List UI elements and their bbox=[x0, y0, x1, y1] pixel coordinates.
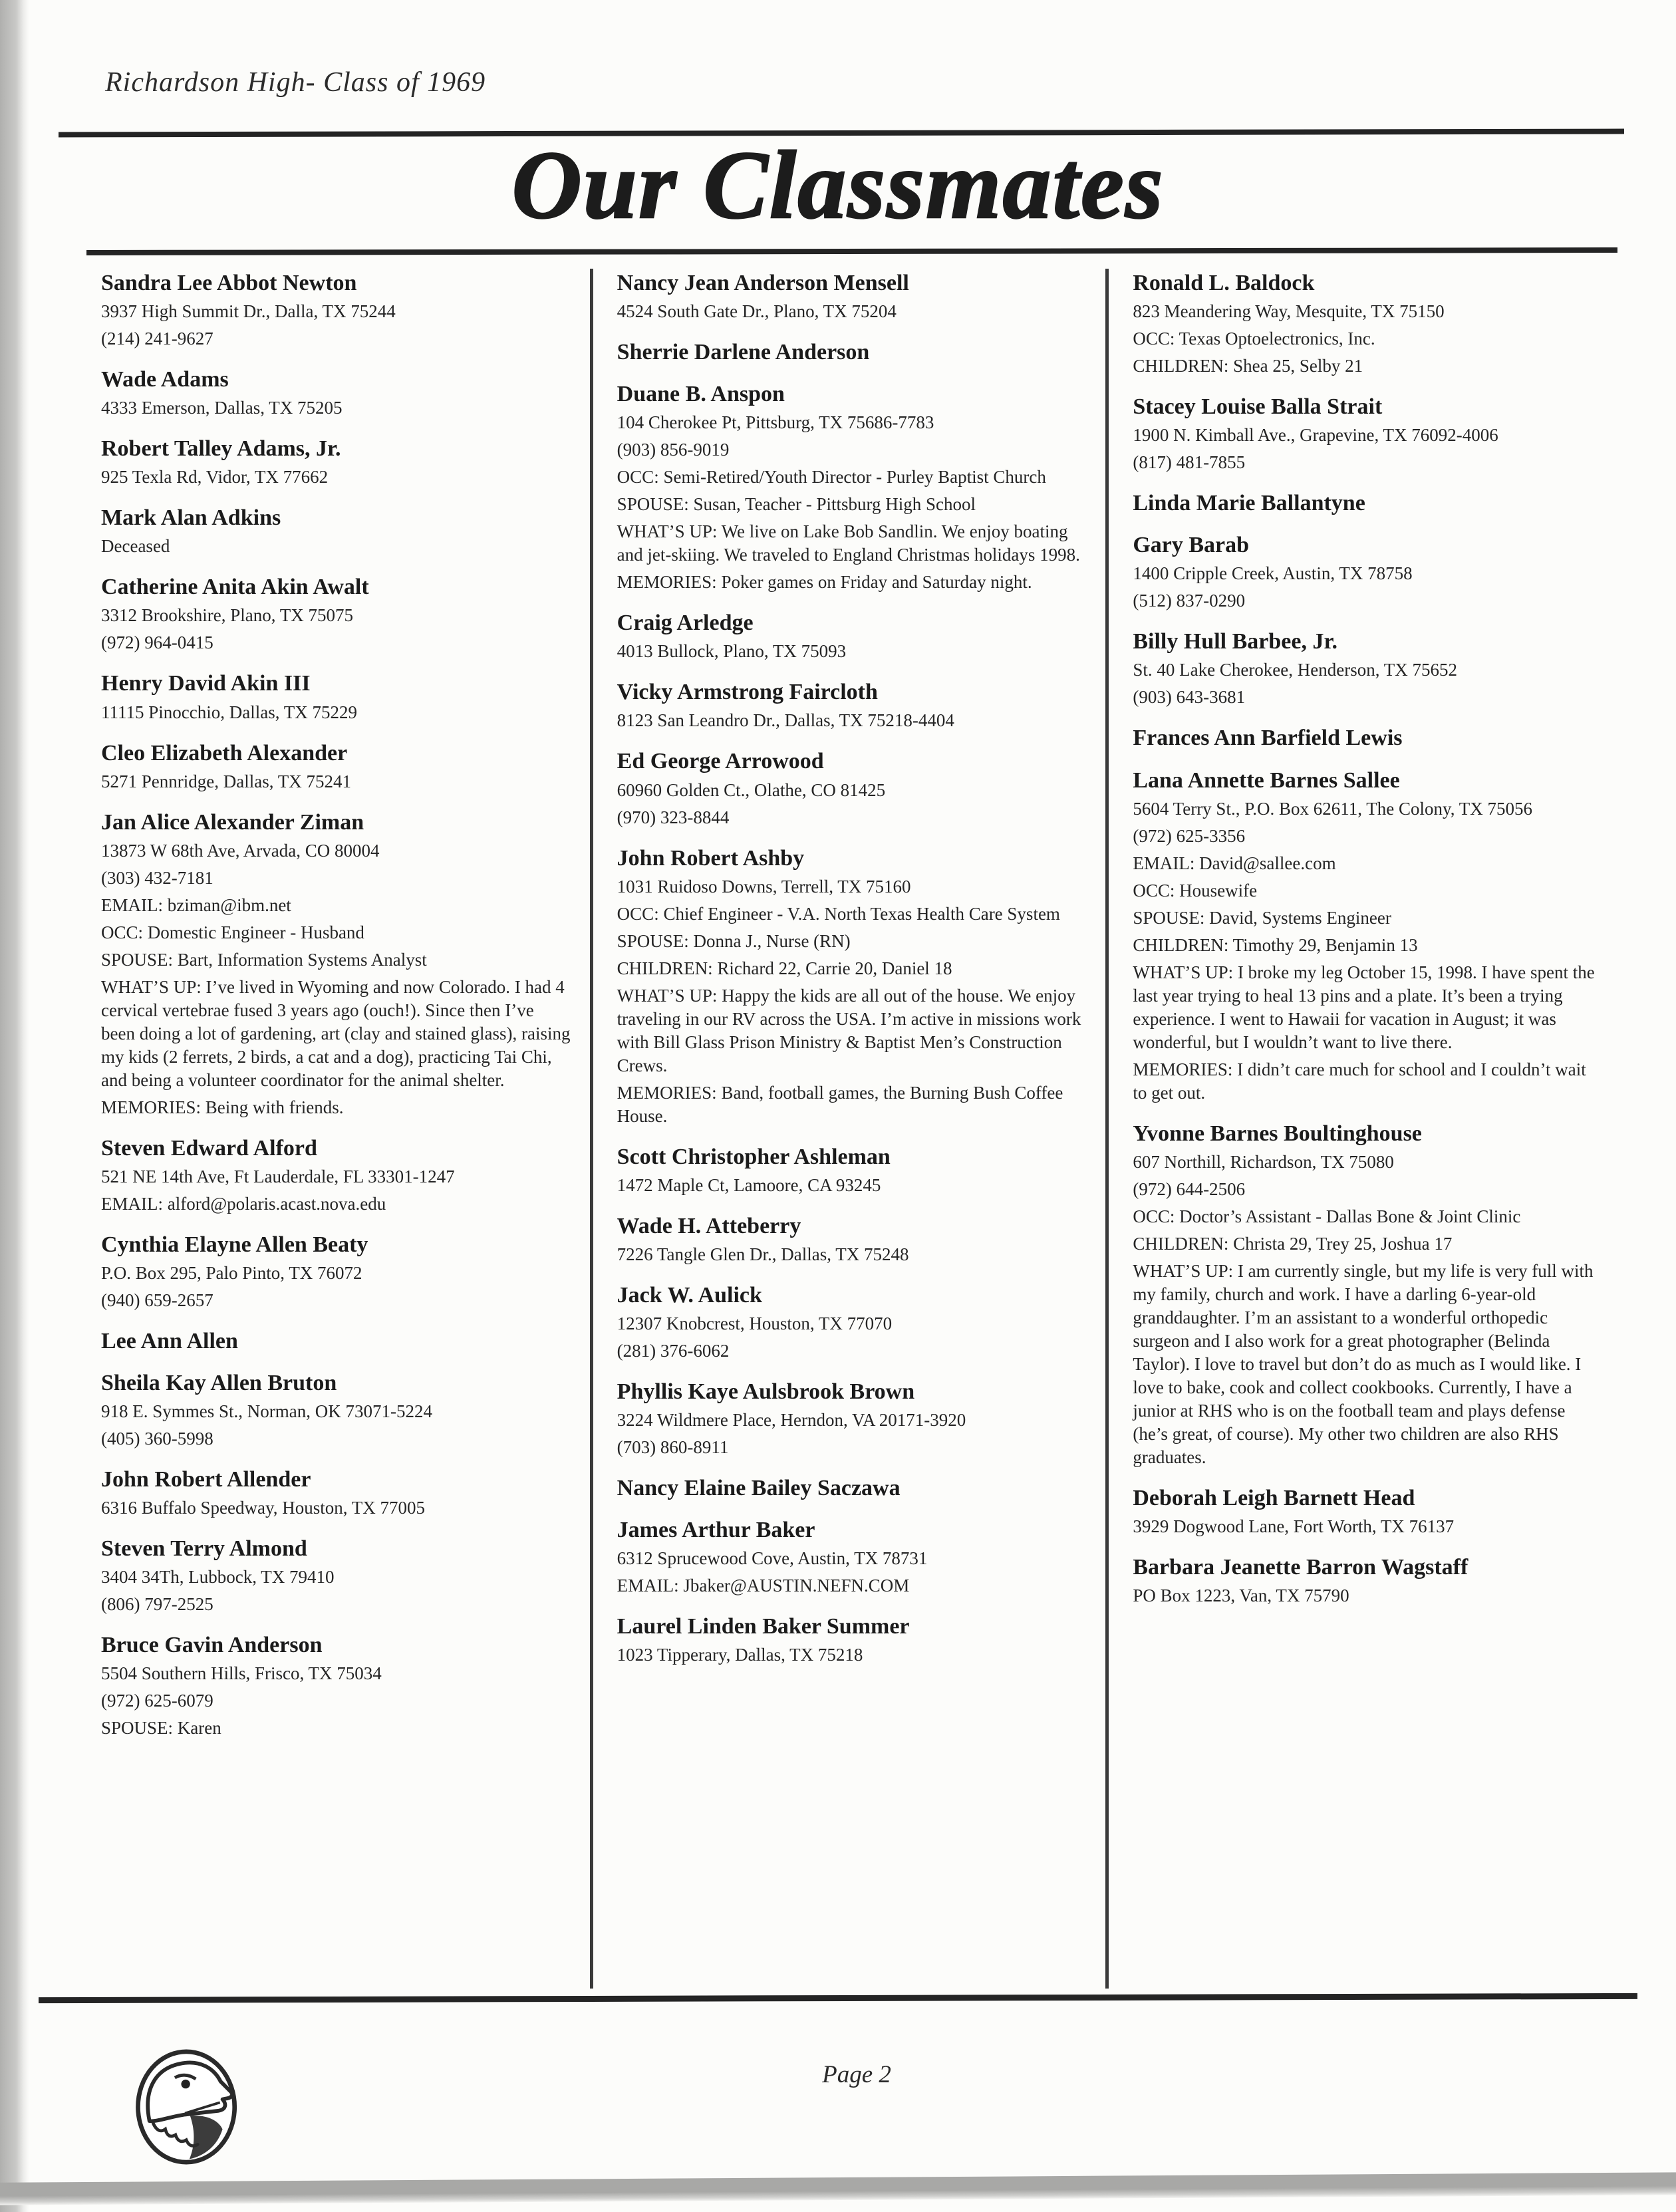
classmate-entry bbox=[617, 1282, 1087, 1363]
classmate-detail-line: 6316 Buffalo Speedway, Houston, TX 77005 bbox=[101, 1498, 425, 1518]
classmate-entry bbox=[1133, 1485, 1603, 1538]
classmate-entry bbox=[617, 1517, 1087, 1597]
classmate-name: Steven Terry Almond bbox=[101, 1536, 307, 1562]
classmate-entry bbox=[617, 748, 1087, 829]
classmate-detail-line: (405) 360-5998 bbox=[101, 1429, 213, 1449]
classmate-name: Duane B. Anspon bbox=[617, 382, 785, 407]
classmate-detail-line: 12307 Knobcrest, Houston, TX 77070 bbox=[617, 1313, 893, 1333]
classmate-detail-line: CHILDREN: Richard 22, Carrie 20, Daniel 18 bbox=[617, 958, 952, 978]
classmate-detail-line: WHAT’S UP: I am currently single, but my life is very full with my family, church and work. I have a darling 6-year-old granddaughter. I’m an assistant to a wonderful orthopedic surgeon and I also work for a great photographer (Belinda Taylor). I love to travel but don’t do as much as I would like. I love to bake, cook and collect cookbooks. Currently, I have a junior at RHS who is on the football team and plays defense (he’s great, of course). My other two children are also RHS graduates. bbox=[1133, 1260, 1594, 1467]
classmate-detail-line: SPOUSE: Bart, Information Systems Analyst bbox=[101, 949, 427, 970]
classmate-entry bbox=[617, 845, 1087, 1128]
classmate-entry bbox=[101, 436, 571, 489]
classmate-name: Cleo Elizabeth Alexander bbox=[101, 740, 348, 765]
classmate-name: Vicky Armstrong Faircloth bbox=[617, 680, 878, 705]
classmate-name: Craig Arledge bbox=[617, 611, 754, 636]
classmate-entry bbox=[101, 505, 571, 558]
classmate-name: Cynthia Elayne Allen Beaty bbox=[101, 1232, 368, 1257]
classmate-detail-line: WHAT’S UP: We live on Lake Bob Sandlin. We enjoy boating and jet-skiing. We traveled to England Christmas holidays 1998. bbox=[617, 521, 1080, 565]
classmate-detail-line: 607 Northill, Richardson, TX 75080 bbox=[1133, 1151, 1394, 1172]
classmate-detail-line: 5271 Pennridge, Dallas, TX 75241 bbox=[101, 771, 351, 791]
classmate-detail-line: CHILDREN: Timothy 29, Benjamin 13 bbox=[1133, 934, 1418, 955]
classmate-name: Jan Alice Alexander Ziman bbox=[101, 809, 364, 835]
classmate-detail-line: (903) 856-9019 bbox=[617, 440, 730, 460]
classmate-detail-line: 1400 Cripple Creek, Austin, TX 78758 bbox=[1133, 563, 1413, 584]
classmate-entry bbox=[101, 1536, 571, 1616]
classmate-name: Mark Alan Adkins bbox=[101, 505, 281, 531]
classmate-entry bbox=[1133, 767, 1603, 1105]
classmate-entry bbox=[1133, 394, 1603, 474]
classmate-detail-line: SPOUSE: Donna J., Nurse (RN) bbox=[617, 930, 851, 951]
classmate-detail-line: (972) 644-2506 bbox=[1133, 1178, 1246, 1199]
classmate-detail-line: 6312 Sprucewood Cove, Austin, TX 78731 bbox=[617, 1548, 928, 1569]
classmate-detail-line: (512) 837-0290 bbox=[1133, 591, 1246, 611]
classmate-entry bbox=[1133, 1554, 1603, 1607]
classmate-name: Lee Ann Allen bbox=[101, 1328, 238, 1353]
classmate-name: Ed George Arrowood bbox=[617, 749, 824, 774]
classmate-detail-line: 3224 Wildmere Place, Herndon, VA 20171-3920 bbox=[617, 1410, 966, 1431]
classmate-name: John Robert Allender bbox=[101, 1467, 311, 1492]
scan-edge-shadow-left bbox=[0, 0, 29, 2212]
classmate-detail-line: MEMORIES: Band, football games, the Burning Bush Coffee House. bbox=[617, 1082, 1063, 1126]
classmate-entry bbox=[101, 740, 571, 793]
classmate-name: Nancy Jean Anderson Mensell bbox=[617, 271, 909, 295]
classmate-entry bbox=[617, 610, 1087, 663]
classmate-detail-line: 823 Meandering Way, Mesquite, TX 75150 bbox=[1133, 301, 1445, 322]
classmate-detail-line: (972) 964-0415 bbox=[101, 632, 213, 653]
classmate-entry bbox=[617, 1144, 1087, 1197]
classmate-detail-line: 7226 Tangle Glen Dr., Dallas, TX 75248 bbox=[617, 1244, 909, 1264]
classmate-name: Yvonne Barnes Boultinghouse bbox=[1133, 1121, 1422, 1146]
classmate-name: Catherine Anita Akin Awalt bbox=[101, 575, 369, 600]
classmate-entry bbox=[101, 670, 571, 724]
classmate-detail-line: Deceased bbox=[101, 536, 170, 557]
classmate-name: Ronald L. Baldock bbox=[1133, 271, 1315, 295]
classmate-detail-line: 1472 Maple Ct, Lamoore, CA 93245 bbox=[617, 1175, 881, 1195]
classmate-name: Jack W. Aulick bbox=[617, 1282, 762, 1308]
classmate-detail-line: 5604 Terry St., P.O. Box 62611, The Colony, TX 75056 bbox=[1133, 798, 1532, 819]
classmate-entry bbox=[617, 381, 1087, 594]
classmate-entry bbox=[101, 1466, 571, 1520]
page-number: Page 2 bbox=[822, 2061, 891, 2088]
classmate-name: Wade H. Atteberry bbox=[617, 1213, 801, 1238]
classmate-detail-line: 5504 Southern Hills, Frisco, TX 75034 bbox=[101, 1663, 382, 1684]
classmate-detail-line: 3312 Brookshire, Plano, TX 75075 bbox=[101, 605, 353, 626]
classmate-name: John Robert Ashby bbox=[617, 845, 805, 871]
classmate-detail-line: 3404 34Th, Lubbock, TX 79410 bbox=[101, 1567, 335, 1588]
classmate-detail-line: EMAIL: David@sallee.com bbox=[1133, 853, 1336, 873]
classmate-detail-line: (972) 625-6079 bbox=[101, 1691, 213, 1711]
classmate-detail-line: 925 Texla Rd, Vidor, TX 77662 bbox=[101, 467, 329, 487]
classmate-detail-line: 918 E. Symmes St., Norman, OK 73071-5224 bbox=[101, 1401, 432, 1422]
classmate-detail-line: 3929 Dogwood Lane, Fort Worth, TX 76137 bbox=[1133, 1516, 1455, 1536]
classmate-entry bbox=[617, 1213, 1087, 1266]
classmate-detail-line: EMAIL: Jbaker@AUSTIN.NEFN.COM bbox=[617, 1576, 910, 1596]
classmate-entry bbox=[101, 1232, 571, 1312]
classmate-name: Nancy Elaine Bailey Saczawa bbox=[617, 1476, 901, 1501]
classmate-detail-line: (281) 376-6062 bbox=[617, 1340, 730, 1361]
classmate-detail-line: 60960 Golden Ct., Olathe, CO 81425 bbox=[617, 779, 886, 800]
classmate-name: Laurel Linden Baker Summer bbox=[617, 1614, 910, 1639]
classmate-entry bbox=[1133, 490, 1603, 516]
footer-rule bbox=[39, 1993, 1637, 2003]
classmate-name: Wade Adams bbox=[101, 367, 229, 392]
classmate-entry bbox=[101, 1632, 571, 1740]
directory-column bbox=[101, 269, 590, 1989]
classmate-entry bbox=[1133, 532, 1603, 613]
classmate-entry bbox=[101, 1370, 571, 1451]
classmate-name: Phyllis Kaye Aulsbrook Brown bbox=[617, 1379, 915, 1404]
classmate-detail-line: 8123 San Leandro Dr., Dallas, TX 75218-4404 bbox=[617, 710, 954, 731]
page-title: Our Classmates bbox=[511, 131, 1165, 239]
classmate-entry bbox=[101, 366, 571, 420]
classmate-name: Gary Barab bbox=[1133, 533, 1250, 558]
classmate-detail-line: (214) 241-9627 bbox=[101, 329, 213, 349]
classmate-entry bbox=[1133, 1121, 1603, 1469]
classmate-name: Linda Marie Ballantyne bbox=[1133, 491, 1365, 516]
header-title: Richardson High- Class of 1969 bbox=[105, 67, 486, 98]
classmate-detail-line: 1900 N. Kimball Ave., Grapevine, TX 76092-4006 bbox=[1133, 425, 1498, 446]
classmate-detail-line: CHILDREN: Christa 29, Trey 25, Joshua 17 bbox=[1133, 1233, 1453, 1254]
classmate-detail-line: OCC: Chief Engineer - V.A. North Texas Health Care System bbox=[617, 903, 1060, 924]
classmate-entry bbox=[101, 1135, 571, 1216]
classmate-name: Sheila Kay Allen Bruton bbox=[101, 1371, 337, 1396]
classmate-detail-line: CHILDREN: Shea 25, Selby 21 bbox=[1133, 356, 1363, 376]
classmate-detail-line: WHAT’S UP: Happy the kids are all out of the house. We enjoy traveling in our RV across the USA. I’m active in missions work with Bill Glass Prison Ministry & Baptist Men’s Construction Crews. bbox=[617, 985, 1081, 1075]
classmate-name: Steven Edward Alford bbox=[101, 1135, 317, 1161]
classmate-detail-line: OCC: Semi-Retired/Youth Director - Purley Baptist Church bbox=[617, 467, 1046, 487]
classmate-name: Henry David Akin III bbox=[101, 671, 311, 696]
classmate-entry bbox=[1133, 725, 1603, 751]
classmate-detail-line: (903) 643-3681 bbox=[1133, 687, 1246, 708]
classmate-detail-line: EMAIL: alford@polaris.acast.nova.edu bbox=[101, 1193, 386, 1214]
classmate-detail-line: SPOUSE: Karen bbox=[101, 1718, 221, 1738]
classmate-detail-line: (972) 625-3356 bbox=[1133, 825, 1246, 846]
classmate-detail-line: 3937 High Summit Dr., Dalla, TX 75244 bbox=[101, 301, 396, 322]
classmate-entry bbox=[617, 270, 1087, 323]
classmate-detail-line: 104 Cherokee Pt, Pittsburg, TX 75686-7783 bbox=[617, 412, 934, 433]
classmate-entry bbox=[617, 1613, 1087, 1667]
classmate-detail-line: PO Box 1223, Van, TX 75790 bbox=[1133, 1585, 1349, 1605]
classmate-name: Lana Annette Barnes Sallee bbox=[1133, 767, 1400, 793]
classmate-detail-line: 13873 W 68th Ave, Arvada, CO 80004 bbox=[101, 840, 380, 861]
classmate-entry bbox=[101, 270, 571, 350]
scan-edge-shadow-bottom bbox=[0, 2172, 1676, 2205]
classmates-columns bbox=[101, 269, 1621, 1989]
classmate-detail-line: OCC: Domestic Engineer - Husband bbox=[101, 922, 364, 942]
directory-column bbox=[590, 269, 1106, 1989]
classmate-detail-line: MEMORIES: I didn’t care much for school and I couldn’t wait to get out. bbox=[1133, 1059, 1586, 1103]
title-rule bbox=[86, 247, 1617, 255]
classmate-name: Stacey Louise Balla Strait bbox=[1133, 394, 1383, 420]
classmate-entry bbox=[1133, 628, 1603, 709]
classmate-detail-line: OCC: Texas Optoelectronics, Inc. bbox=[1133, 329, 1375, 349]
classmate-detail-line: 4524 South Gate Dr., Plano, TX 75204 bbox=[617, 301, 897, 322]
classmate-detail-line: SPOUSE: David, Systems Engineer bbox=[1133, 907, 1391, 928]
classmate-entry bbox=[101, 1328, 571, 1354]
classmate-detail-line: 1023 Tipperary, Dallas, TX 75218 bbox=[617, 1645, 863, 1665]
classmate-name: Scott Christopher Ashleman bbox=[617, 1144, 891, 1169]
classmate-entry bbox=[1133, 270, 1603, 378]
classmate-name: Deborah Leigh Barnett Head bbox=[1133, 1485, 1415, 1510]
classmate-detail-line: OCC: Doctor’s Assistant - Dallas Bone & Joint Clinic bbox=[1133, 1206, 1521, 1226]
classmate-detail-line: OCC: Housewife bbox=[1133, 880, 1258, 900]
classmate-entry bbox=[617, 339, 1087, 365]
classmate-detail-line: 1031 Ruidoso Downs, Terrell, TX 75160 bbox=[617, 876, 911, 897]
classmate-detail-line: P.O. Box 295, Palo Pinto, TX 76072 bbox=[101, 1262, 362, 1283]
classmate-entry bbox=[101, 574, 571, 654]
classmate-detail-line: SPOUSE: Susan, Teacher - Pittsburg High School bbox=[617, 494, 976, 515]
classmate-detail-line: (703) 860-8911 bbox=[617, 1437, 729, 1458]
classmate-detail-line: MEMORIES: Poker games on Friday and Saturday night. bbox=[617, 572, 1032, 593]
classmate-detail-line: EMAIL: bziman@ibm.net bbox=[101, 895, 291, 915]
classmate-detail-line: (970) 323-8844 bbox=[617, 807, 730, 827]
classmate-detail-line: WHAT’S UP: I’ve lived in Wyoming and now Colorado. I had 4 cervical vertebrae fused 3 years ago (ouch!). Since then I’ve been doing a lot of gardening, art (clay and stained glass), raising my kids (2 ferrets, 2 birds, a cat and a dog), practicing Tai Chi, and being a volunteer coordinator for the animal shelter. bbox=[101, 976, 571, 1090]
classmate-name: Billy Hull Barbee, Jr. bbox=[1133, 629, 1337, 654]
classmate-detail-line: St. 40 Lake Cherokee, Henderson, TX 75652 bbox=[1133, 660, 1457, 680]
classmate-detail-line: MEMORIES: Being with friends. bbox=[101, 1097, 344, 1117]
classmate-name: Sandra Lee Abbot Newton bbox=[101, 271, 357, 295]
classmate-name: Frances Ann Barfield Lewis bbox=[1133, 726, 1403, 751]
classmate-detail-line: 521 NE 14th Ave, Ft Lauderdale, FL 33301-1247 bbox=[101, 1166, 455, 1186]
directory-column bbox=[1105, 269, 1621, 1989]
classmate-detail-line: WHAT’S UP: I broke my leg October 15, 1998. I have spent the last year trying to heal 13 pins and a plate. It’s been a trying experience. I went to Hawaii for vacation in August; it was wonderful, but I wouldn’t want to live there. bbox=[1133, 962, 1595, 1052]
classmate-name: Robert Talley Adams, Jr. bbox=[101, 436, 341, 462]
classmate-entry bbox=[617, 679, 1087, 732]
classmate-entry bbox=[101, 809, 571, 1119]
classmate-name: James Arthur Baker bbox=[617, 1518, 815, 1543]
classmate-detail-line: 4013 Bullock, Plano, TX 75093 bbox=[617, 641, 847, 662]
classmate-detail-line: (940) 659-2657 bbox=[101, 1290, 213, 1310]
classmate-entry bbox=[617, 1475, 1087, 1501]
classmate-detail-line: 4333 Emerson, Dallas, TX 75205 bbox=[101, 398, 343, 418]
classmate-detail-line: (303) 432-7181 bbox=[101, 867, 213, 888]
classmate-detail-line: (806) 797-2525 bbox=[101, 1594, 213, 1615]
classmate-name: Sherrie Darlene Anderson bbox=[617, 340, 870, 365]
classmate-entry bbox=[617, 1379, 1087, 1459]
classmate-name: Barbara Jeanette Barron Wagstaff bbox=[1133, 1554, 1468, 1580]
classmate-name: Bruce Gavin Anderson bbox=[101, 1633, 323, 1658]
classmate-detail-line: (817) 481-7855 bbox=[1133, 452, 1246, 473]
classmate-detail-line: 11115 Pinocchio, Dallas, TX 75229 bbox=[101, 702, 357, 722]
